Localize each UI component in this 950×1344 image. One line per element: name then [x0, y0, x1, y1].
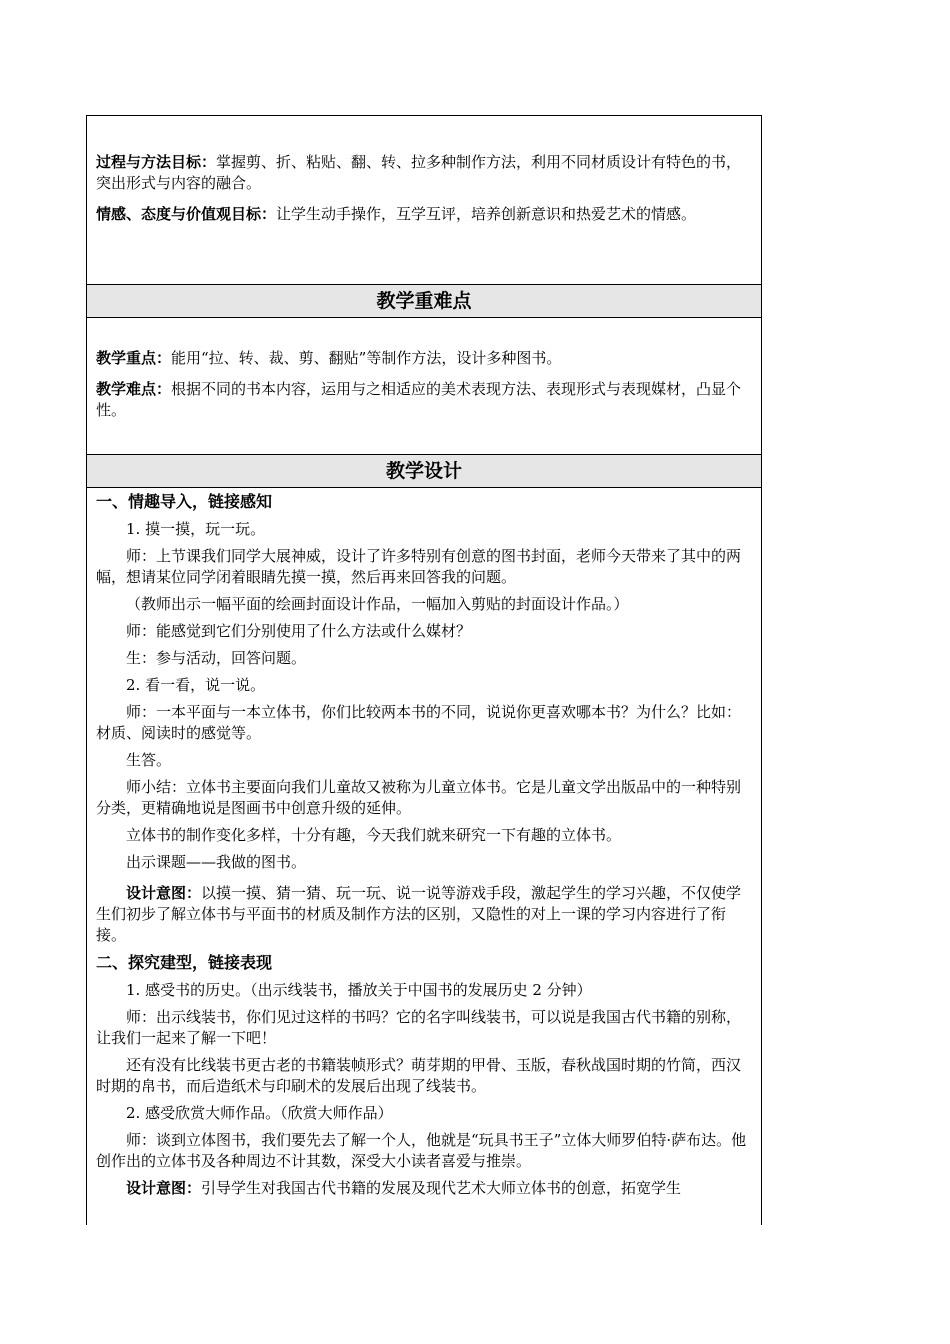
section-2-intent: 设计意图：引导学生对我国古代书籍的发展及现代艺术大师立体书的创意，拓宽学生: [126, 1179, 682, 1197]
section-1-p2: 师：上节课我们同学大展神威，设计了许多特别有创意的图书封面，老师今天带来了其中的两幅，想请某位同学闭着眼睛先摸一摸，然后再来回答我的问题。: [96, 547, 742, 586]
keypoints-header: 教学重难点: [87, 284, 761, 318]
section-1-p5: 生：参与活动，回答问题。: [126, 649, 307, 667]
section-2-title: 二、探究建型，链接表现: [96, 953, 273, 972]
teaching-focus: 教学重点：能用“拉、转、裁、剪、翻贴”等制作方法，设计多种图书。: [96, 349, 562, 367]
section-1-title: 一、情趣导入，链接感知: [96, 492, 273, 511]
section-1-p10: 立体书的制作变化多样，十分有趣，今天我们就来研究一下有趣的立体书。: [126, 826, 622, 844]
section-2-p4: 2. 感受欣赏大师作品。（欣赏大师作品）: [126, 1104, 393, 1122]
section-1-p8: 生答。: [126, 751, 172, 769]
section-1-p9: 师小结：立体书主要面向我们儿童故又被称为儿童立体书。它是儿童文学出版品中的一种特别分类，更精确地说是图画书中创意升级的延伸。: [96, 778, 742, 817]
design-header: 教学设计: [87, 454, 761, 488]
goals-cell: [87, 152, 761, 225]
section-2-p1: 1. 感受书的历史。（出示线装书，播放关于中国书的发展历史 2 分钟）: [126, 981, 592, 999]
section-1-p11: 出示课题——我做的图书。: [126, 853, 307, 871]
section-2-p5: 师：谈到立体图书，我们要先去了解一个人，他就是“玩具书王子”立体大师罗伯特·萨布达。他创作出的立体书及各种周边不计其数，深受大小读者喜爱与推崇。: [96, 1131, 747, 1170]
process-goal: 过程与方法目标：掌握剪、折、粘贴、翻、转、拉多种制作方法，利用不同材质设计有特色的书，突出形式与内容的融合。: [96, 153, 742, 192]
emotion-goal: 情感、态度与价值观目标：让学生动手操作，互学互评，培养创新意识和热爱艺术的情感。: [96, 205, 697, 223]
teaching-difficulty: 教学难点：根据不同的书本内容，运用与之相适应的美术表现方法、表现形式与表现媒材，凸显个性。: [96, 380, 742, 419]
section-1-p7: 师：一本平面与一本立体书，你们比较两本书的不同，说说你更喜欢哪本书？为什么？比如：材质、阅读时的感觉等。: [96, 703, 742, 742]
section-2-p3: 还有没有比线装书更古老的书籍装帧形式？萌芽期的甲骨、玉版，春秋战国时期的竹简，西汉时期的帛书，而后造纸术与印刷术的发展后出现了线装书。: [96, 1056, 742, 1095]
lesson-plan-table: [86, 115, 762, 1225]
section-2-p2: 师：出示线装书，你们见过这样的书吗？它的名字叫线装书，可以说是我国古代书籍的别称，让我们一起来了解一下吧！: [96, 1008, 742, 1047]
section-1-p1: 1. 摸一摸，玩一玩。: [126, 520, 266, 538]
section-1-p6: 2. 看一看，说一说。: [126, 676, 266, 694]
section-1-p4: 师：能感觉到它们分别使用了什么方法或什么媒材？: [126, 622, 472, 640]
keypoints-cell: [87, 348, 761, 421]
design-cell: [87, 491, 761, 1199]
section-1-intent: 设计意图：以摸一摸、猜一猜、玩一玩、说一说等游戏手段，激起学生的学习兴趣，不仅使学生们初步了解立体书与平面书的材质及制作方法的区别，又隐性的对上一课的学习内容进行了衔接。: [96, 884, 742, 944]
section-1-p3: （教师出示一幅平面的绘画封面设计作品，一幅加入剪贴的封面设计作品。）: [126, 595, 629, 613]
